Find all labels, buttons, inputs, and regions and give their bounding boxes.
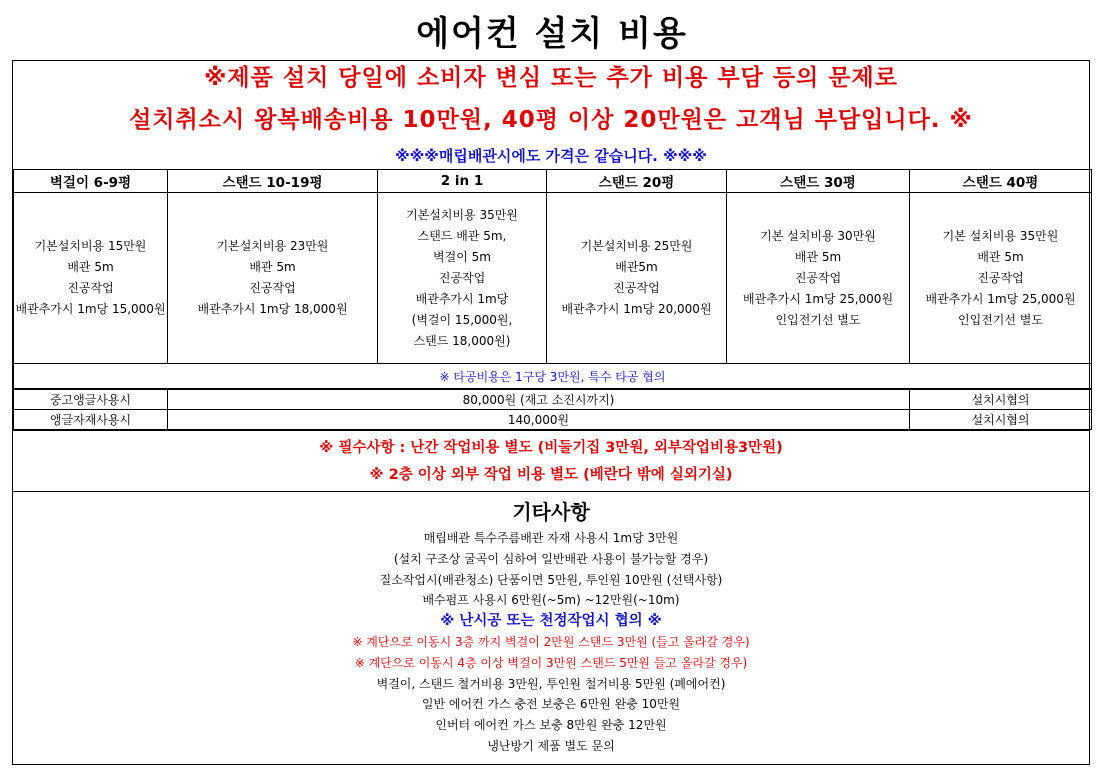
angle-note: 설치시협의 [910,410,1092,430]
angle-label: 중고앵글사용시 [14,390,168,410]
etc-line: 벽걸이, 스탠드 철거비용 3만원, 투인원 철거비용 5만원 (폐에어컨) [376,676,726,691]
etc-line-warning: ※ 계단으로 이동시 4층 이상 벽걸이 3만원 스탠드 5만원 들고 올라갈 경우) [354,655,748,670]
price-line: 기본설치비용 25만원 [580,239,693,253]
col-header-stand-20: 스탠드 20평 [547,170,727,193]
price-table-header [14,170,1092,193]
price-line: 배관추가시 1m당 25,000원 [742,291,894,306]
angle-label: 앵글자재사용시 [14,410,168,430]
price-line: 배관 5m [249,260,296,274]
etc-section [13,491,1089,757]
requirement-line: ※ 필수사항 : 난간 작업비용 별도 (비둘기집 3만원, 외부작업비용3만원) [319,440,783,456]
price-cell-stand-40 [910,193,1092,364]
price-line: 스탠드 배관 5m, [417,228,507,243]
table-row [14,410,1092,430]
price-line: 배관추가시 1m당 20,000원 [561,302,712,316]
price-line: 기본설치비용 15만원 [34,239,147,253]
etc-line-highlight: ※ 난시공 또는 천정작업시 협의 ※ [440,613,662,630]
table-row [14,390,1092,410]
price-line: 배관추가시 1m당 25,000원 [925,291,1076,306]
price-table [13,169,1092,389]
drilling-cost-row [14,364,1092,389]
etc-title: 기타사항 [512,500,590,524]
angle-price: 140,000원 [168,410,910,430]
price-line: 스탠드 18,000원) [413,333,511,348]
col-header-wall-6-9: 벽걸이 6-9평 [14,170,168,193]
price-line: 배관추가시 1m당 18,000원 [197,302,348,316]
price-cell-stand-10-19 [168,193,378,364]
etc-line: 매립배관 특수주름배관 자재 사용시 1m당 3만원 [423,531,679,545]
price-cell-2in1 [378,193,547,364]
price-line: 배관5m [615,260,658,274]
requirement-line: ※ 2층 이상 외부 작업 비용 별도 (베란다 밖에 실외기실) [369,467,733,483]
price-line: 배관 5m [67,260,114,274]
cancel-notice-line1: ※제품 설치 당일에 소비자 변심 또는 추가 비용 부담 등의 문제로 [204,65,898,91]
price-line: 배관추가시 1m당 15,000원 [15,302,166,316]
etc-line: (설치 구조상 굴곡이 심하여 일반배관 사용이 불가능할 경우) [393,551,709,566]
angle-table [13,389,1092,430]
price-sheet [12,60,1090,765]
price-line: 기본설치비용 23만원 [216,239,329,253]
price-line: 인입전기선 별도 [775,312,861,327]
col-header-stand-40: 스탠드 40평 [910,170,1092,193]
price-line: 배관추가시 1m당 [415,291,509,306]
price-line: 기본설치비용 35만원 [406,207,518,222]
etc-line: 냉난방기 제품 별도 문의 [487,738,615,753]
angle-price: 80,000원 (재고 소진시까지) [168,390,910,410]
etc-line: 인버터 에어컨 가스 보충 8만원 완충 12만원 [435,718,667,733]
price-line: 진공작업 [438,270,486,285]
price-cell-wall-6-9 [14,193,168,364]
price-line: 진공작업 [67,281,114,295]
etc-line: 일반 에어컨 가스 충전 보충은 6만원 완충 10만원 [421,697,681,712]
etc-line-warning: ※ 계단으로 이동시 3층 까지 벽걸이 2만원 스탠드 3만원 (들고 올라갈 경우) [352,634,750,649]
price-cell-stand-30 [727,193,910,364]
price-line: 기본 설치비용 35만원 [942,228,1059,243]
cancel-notice-line2: 설치취소시 왕복배송비용 10만원, 40평 이상 20만원은 고객님 부담입니다. ※ [129,107,973,133]
price-line: 인입전기선 별도 [958,312,1043,327]
price-line: 배관 5m [977,249,1024,264]
page-title: 에어컨 설치 비용 [416,14,688,54]
price-line: 진공작업 [613,281,660,295]
price-line: 진공작업 [249,281,296,295]
etc-line: 질소작업시(배관청소) 단품이면 5만원, 투인원 10만원 (선택사항) [379,572,723,587]
col-header-stand-30: 스탠드 30평 [727,170,910,193]
price-table-body [14,193,1092,364]
etc-line: 배수펌프 사용시 6만원(~5m) ~12만원(~10m) [422,593,680,608]
price-line: (벽걸이 15,000원, [411,312,513,327]
angle-note: 설치시협의 [910,390,1092,410]
col-header-2in1: 2 in 1 [378,170,547,193]
embedded-pipe-notice: ※※※매립배관시에도 가격은 같습니다. ※※※ [395,147,707,165]
drilling-cost-note: ※ 타공비용은 1구당 3만원, 특수 타공 협의 [14,364,1092,389]
requirements-section [13,430,1089,489]
price-line: 벽걸이 5m [433,249,491,264]
col-header-stand-10-19: 스탠드 10-19평 [168,170,378,193]
price-cell-stand-20 [547,193,727,364]
price-line: 진공작업 [794,270,842,285]
price-line: 진공작업 [977,270,1024,285]
price-line: 배관 5m [794,249,842,264]
price-line: 기본 설치비용 30만원 [760,228,876,243]
